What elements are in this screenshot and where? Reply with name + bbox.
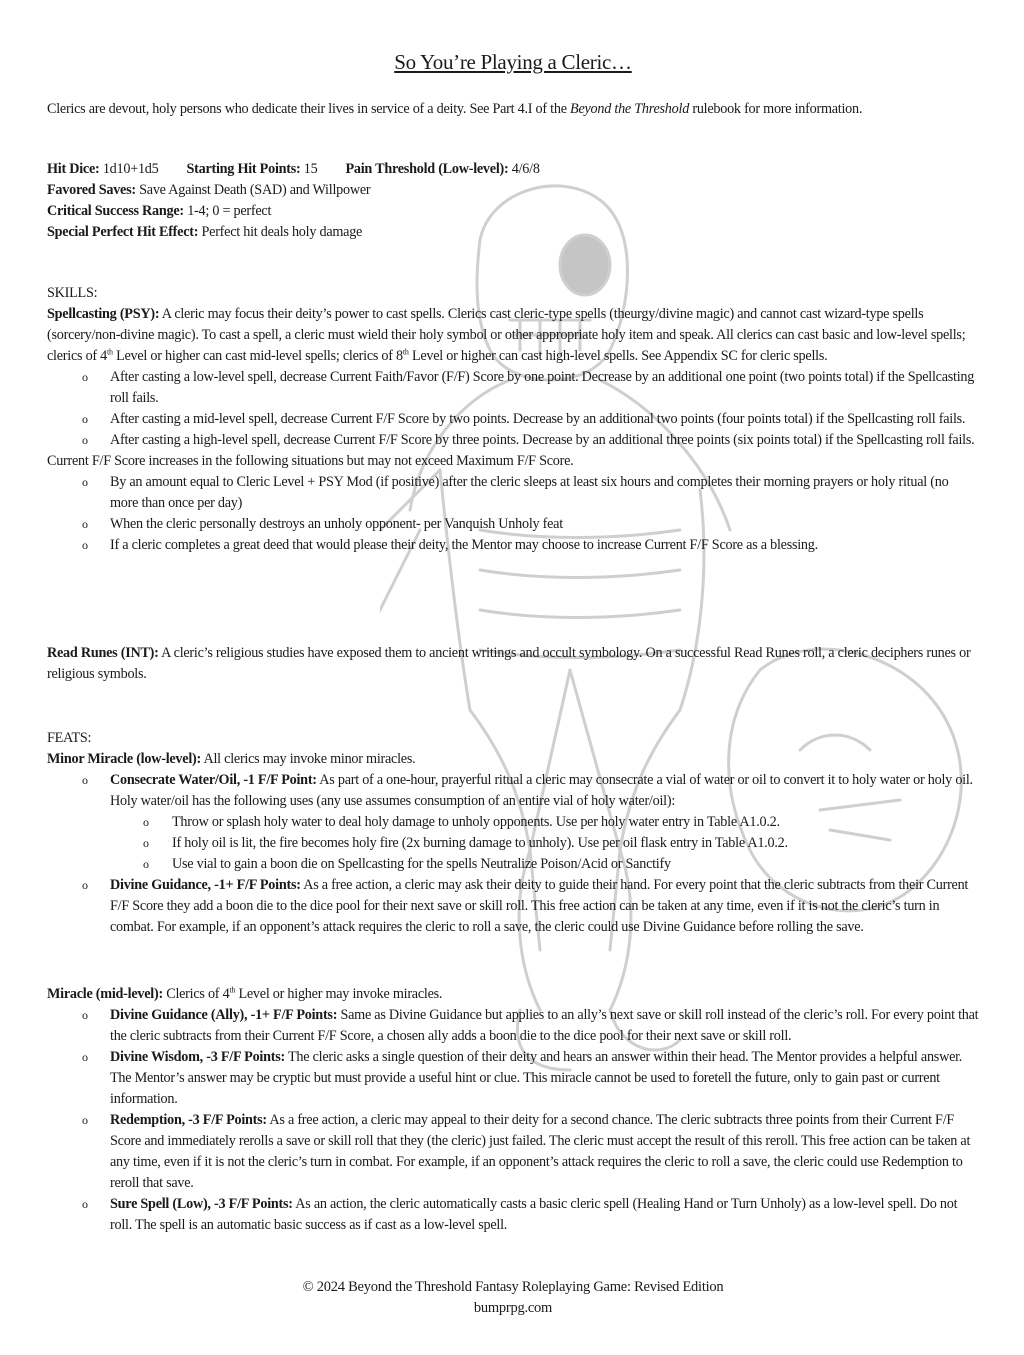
bullet-icon: o — [82, 412, 88, 426]
list-item — [47, 472, 979, 514]
sub-list-item — [47, 833, 979, 854]
read-runes-paragraph — [47, 643, 979, 685]
sub-list-item-text: Use vial to gain a boon die on Spellcasting for the spells Neutralize Poison/Acid or Sanctify — [172, 856, 671, 872]
perfect-hit-label: Special Perfect Hit Effect: — [47, 224, 199, 240]
feat-divine-guidance-ally — [47, 1005, 979, 1047]
feat-text: As a free action, a cleric may appeal to their deity for a second chance. The cleric subtracts three points from their Current F/F Score and immediately rerolls a save or skill roll that they (the cleric) just failed. The cleric must accept the result of this reroll. This free action can be taken at any time, even if it is not the cleric’s turn in combat. For example, if an opponent’s attack requires the cleric to roll a save, the cleric could use Redemption to reroll that save. — [110, 1112, 971, 1191]
read-runes-text: A cleric’s religious studies have exposed them to ancient writings and occult symbology. On a successful Read Runes roll, a cleric deciphers runes or religious symbols. — [47, 645, 971, 682]
bullet-icon: o — [82, 1113, 88, 1127]
feat-divine-wisdom — [47, 1047, 979, 1110]
minor-miracle-text: All clerics may invoke minor miracles. — [200, 751, 416, 767]
feat-label: Redemption, -3 F/F Points: — [110, 1112, 267, 1128]
feat-label: Divine Wisdom, -3 F/F Points: — [110, 1049, 285, 1065]
starting-hp-label: Starting Hit Points: — [186, 161, 301, 177]
favored-saves-value: Save Against Death (SAD) and Willpower — [135, 182, 371, 198]
perfect-hit-value: Perfect hit deals holy damage — [198, 224, 363, 240]
spellcasting-label: Spellcasting (PSY): — [47, 306, 160, 322]
feat-label: Divine Guidance (Ally), -1+ F/F Points: — [110, 1007, 338, 1023]
crit-range-label: Critical Success Range: — [47, 203, 184, 219]
favored-saves — [47, 180, 979, 201]
feat-label: Consecrate Water/Oil, -1 F/F Point: — [110, 772, 317, 788]
list-item — [47, 409, 979, 430]
perfect-hit — [47, 222, 979, 243]
sub-list-item-text: If holy oil is lit, the fire becomes holy fire (2x burning damage to unholy). Use per oil flask entry in Table A1.0.2. — [172, 835, 788, 851]
feat-label: Sure Spell (Low), -3 F/F Points: — [110, 1196, 293, 1212]
intro-text-before: Clerics are devout, holy persons who dedicate their lives in service of a deity. See Part 4.I of the — [47, 101, 571, 117]
ordinal-sup: th — [107, 347, 113, 357]
sub-list-item — [47, 854, 979, 875]
feat-divine-guidance — [47, 875, 979, 938]
miracle-section — [47, 984, 979, 1236]
feats-heading: FEATS: — [47, 730, 92, 746]
list-item-text: By an amount equal to Cleric Level + PSY Mod (if positive) after the cleric sleeps at least six hours and completes their morning prayers or holy ritual (no more than once per day) — [110, 474, 949, 511]
list-item — [47, 367, 979, 409]
spellcasting-text-c: Level or higher can cast high-level spells. See Appendix SC for cleric spells. — [408, 348, 828, 364]
bullet-icon: o — [82, 475, 88, 489]
intro-paragraph — [47, 99, 979, 120]
crit-range-value: 1-4; 0 = perfect — [183, 203, 272, 219]
ordinal-sup: th — [229, 985, 236, 995]
pain-threshold-label: Pain Threshold (Low-level): — [345, 161, 509, 177]
spellcasting-text-a: A cleric may focus their deity’s power to cast spells. Clerics cast cleric-type spells (theurgy/divine magic) and cannot cast wizard-type spells (sorcery/non-divine magic). To cast a spell, a cleric must wield their holy symbol or other appropriate holy item and speak. All clerics can cast basic and low-level spells; clerics of 4 — [47, 306, 966, 364]
feat-text: As a free action, a cleric may ask their deity to guide their hand. For every point that the cleric subtracts from their Current F/F Score they add a boon die to the dice pool for their next save or skill roll. This free action can be taken at any time, even if it is not the cleric’s turn in combat. For example, if an opponent’s attack requires the cleric to roll a save, the cleric could use Divine Guidance before rolling the save. — [110, 877, 969, 935]
sub-list-item-text: Throw or splash holy water to deal holy damage to unholy opponents. Use per holy water entry in Table A1.0.2. — [172, 814, 780, 830]
feat-label: Divine Guidance, -1+ F/F Points: — [110, 877, 301, 893]
book-title: Beyond the Threshold — [570, 101, 690, 117]
list-item — [47, 535, 979, 556]
starting-hp-value: 15 — [300, 161, 318, 177]
minor-miracle-label: Minor Miracle (low-level): — [47, 751, 201, 767]
feat-text: As part of a one-hour, prayerful ritual a cleric may consecrate a vial of water or oil to convert it to holy water or holy oil. Holy water/oil has the following uses (any use assumes consumption of an entire vial of holy water/oil): — [110, 772, 973, 809]
list-item-text: After casting a mid-level spell, decrease Current F/F Score by two points. Decrease by an additional two points (four points total) if the Spellcasting roll fails. — [110, 411, 966, 427]
bullet-icon: o — [82, 1050, 88, 1064]
copyright-text: © 2024 Beyond the Threshold Fantasy Roleplaying Game: Revised Edition — [302, 1279, 724, 1295]
bullet-icon: o — [82, 370, 88, 384]
feat-text: Same as Divine Guidance but applies to an ally’s next save or skill roll instead of the cleric’s roll. For every point that the cleric subtracts from their Current F/F Score, a chosen ally adds a boon die to the dice pool for their next save or skill roll. — [110, 1007, 979, 1044]
bullet-icon: o — [82, 433, 88, 447]
miracle-text-b: Level or higher may invoke miracles. — [235, 986, 443, 1002]
bullet-icon: o — [82, 1008, 88, 1022]
feats-section — [47, 728, 979, 938]
stats-block — [47, 159, 979, 243]
list-item-text: After casting a low-level spell, decrease Current Faith/Favor (F/F) Score by one point. Decrease by an additional one point (two points total) if the Spellcasting roll fails. — [110, 369, 975, 406]
feat-redemption — [47, 1110, 979, 1194]
list-item-text: When the cleric personally destroys an unholy opponent- per Vanquish Unholy feat — [110, 516, 563, 532]
favored-saves-label: Favored Saves: — [47, 182, 136, 198]
sub-list-item — [47, 812, 979, 833]
feat-consecrate-water-oil — [47, 770, 979, 812]
hit-dice-label: Hit Dice: — [47, 161, 100, 177]
skills-section — [47, 283, 979, 556]
bullet-icon: o — [143, 815, 149, 829]
list-item — [47, 430, 979, 451]
list-item-text: If a cleric completes a great deed that would please their deity, the Mentor may choose to increase Current F/F Score as a blessing. — [110, 537, 818, 553]
miracle-label: Miracle (mid-level): — [47, 986, 163, 1002]
page-footer — [47, 1277, 979, 1319]
bullet-icon: o — [82, 538, 88, 552]
page-title: So You’re Playing a Cleric… — [394, 50, 632, 74]
intro-text-after: rulebook for more information. — [689, 101, 863, 117]
read-runes-label: Read Runes (INT): — [47, 645, 159, 661]
crit-range — [47, 201, 979, 222]
feat-sure-spell — [47, 1194, 979, 1236]
hit-dice-value: 1d10+1d5 — [99, 161, 159, 177]
miracle-paragraph — [47, 984, 979, 1005]
ordinal-sup: th — [402, 347, 409, 357]
list-item-text: After casting a high-level spell, decrease Current F/F Score by three points. Decrease by an additional three points (six points total) if the Spellcasting roll fails. — [110, 432, 975, 448]
miracle-text-a: Clerics of 4 — [162, 986, 230, 1002]
minor-miracle-paragraph — [47, 749, 979, 770]
list-item — [47, 514, 979, 535]
feat-text: As an action, the cleric automatically casts a basic cleric spell (Healing Hand or Turn Unholy) as a low-level spell. Do not roll. The spell is an automatic basic success as if cast as a low-level spell. — [110, 1196, 958, 1233]
bullet-icon: o — [143, 857, 149, 871]
stats-line-1 — [47, 159, 979, 180]
ff-increase-intro: Current F/F Score increases in the following situations but may not exceed Maximum F/F Score. — [47, 453, 574, 469]
bullet-icon: o — [143, 836, 149, 850]
spellcasting-text-b: Level or higher can cast mid-level spells; clerics of 8 — [112, 348, 403, 364]
site-link[interactable]: bumprpg.com — [473, 1300, 553, 1316]
bullet-icon: o — [82, 1197, 88, 1211]
bullet-icon: o — [82, 878, 88, 892]
bullet-icon: o — [82, 517, 88, 531]
pain-threshold-value: 4/6/8 — [508, 161, 540, 177]
feat-text: The cleric asks a single question of their deity and hears an answer within their head. The Mentor provides a helpful answer. The Mentor’s answer may be cryptic but must provide a useful hint or clue. This miracle cannot be used to foretell the future, only to gain past or current information. — [110, 1049, 963, 1107]
bullet-icon: o — [82, 773, 88, 787]
skills-heading: SKILLS: — [47, 285, 98, 301]
spellcasting-paragraph — [47, 304, 979, 367]
